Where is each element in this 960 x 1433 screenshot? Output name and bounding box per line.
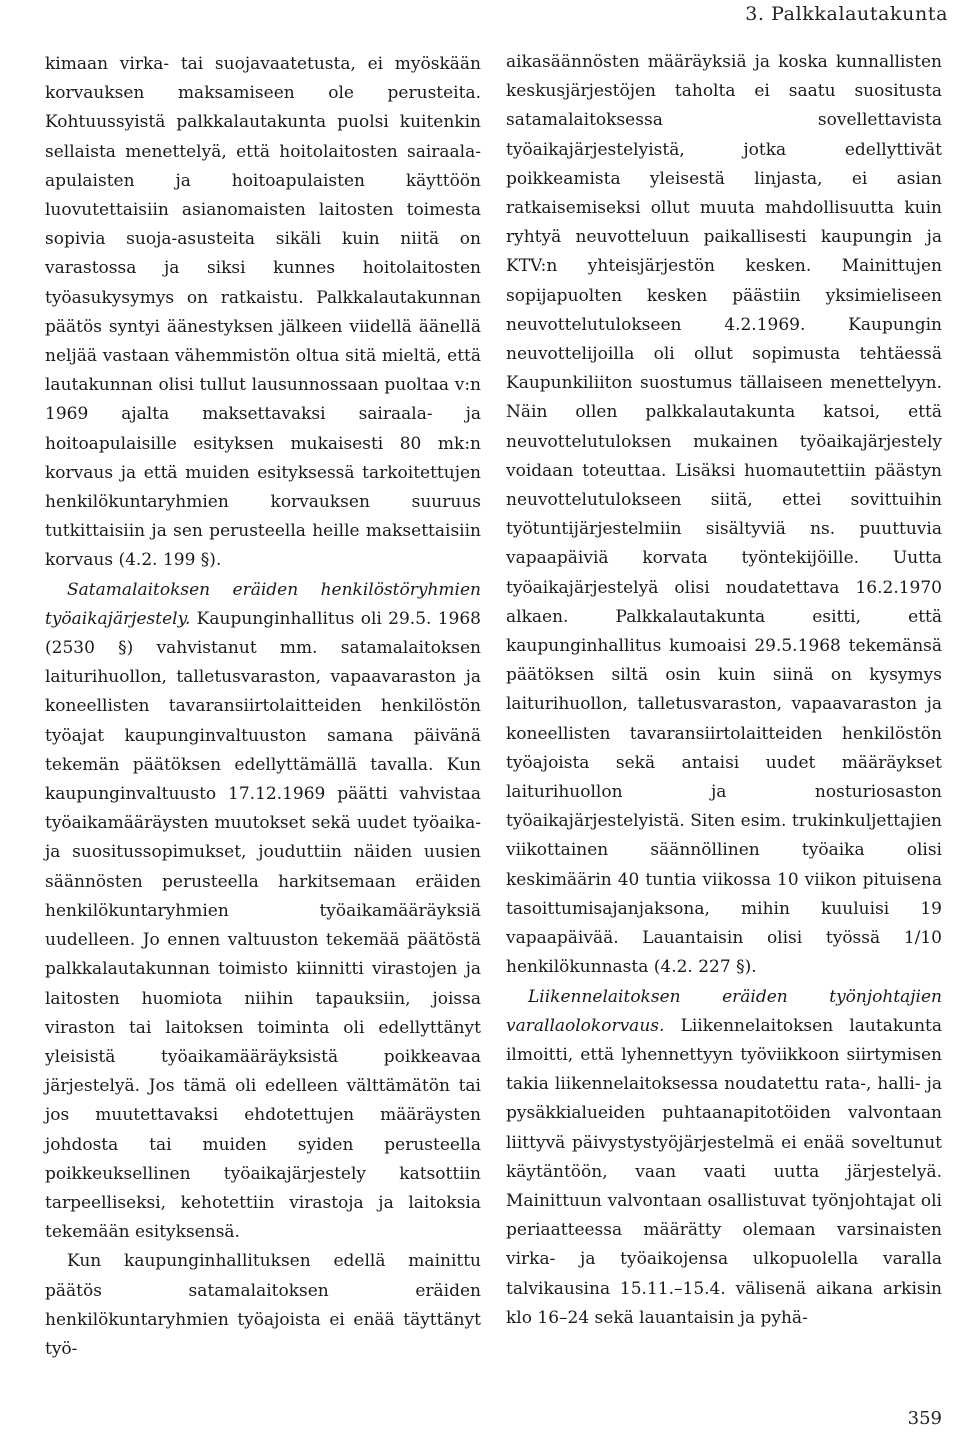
paragraph-text: Kaupunginhallitus oli 29.5. 1968 (2530 §) vahvistanut mm. satamalaitoksen laiturihuollon, talletusvaraston, vapaavaraston ja koneellisten tavaransiirtolaitteiden henkilöstön työajat kaupunginvaltuuston samana päivänä tekemän päätöksen edellyttämällä tavalla. Kun kaupunginvaltuusto 17.12.1969 päätti vahvistaa työaikamääräysten muutokset sekä uudet työaika- ja suositussopimukset, jouduttiin näiden uusien säännösten perusteella harkitsemaan eräiden henkilökuntaryhmien työaikamääräyksiä uudelleen. Jo ennen valtuuston tekemää päätöstä palkkalautakunnan toimisto kiinnitti virastojen ja laitosten huomiota niihin tapauksiin, joissa viraston tai laitoksen toiminta oli edellyttänyt yleisistä työaikamääräyksistä poikkeavaa järjestelyä. Jos tämä oli edelleen välttämätön tai jos muutettavaksi ehdotettujen määräysten johdosta tai muiden syiden perusteella poikkeuksellinen työaikajärjestely katsottiin tarpeelliseksi, kehotettiin virastoja ja laitoksia tekemään esityksensä. (45, 608, 481, 1243)
section-heading: Satamalaitoksen eräiden henkilöstöryhmien työaikajärjestely. (45, 579, 481, 629)
paragraph (45, 576, 481, 1248)
page-number: 359 (907, 1408, 942, 1429)
paragraph: Kun kaupunginhallituksen edellä mainittu päätös satamalaitoksen eräiden henkilökuntaryhmien työajoista ei enää täyttänyt työ- (45, 1251, 481, 1359)
paragraph-text: Liikennelaitoksen lautakunta ilmoitti, että lyhennettyyn työviikkoon siirtymisen takia liikennelaitoksessa noudatettu rata-, halli- ja pysäkkialueiden puhtaanapitotöiden valvontaan liittyvä päivystystyöjärjestelmä ei enää soveltunut käytäntöön, vaan vaati uutta järjestelyä. Mainittuun valvontaan osallistuvat työnjohtajat oli periaatteessa määrätty olemaan varsinaisten virka- ja työaikojensa ulkopuolella varalla talvikausina 15.11.–15.4. välisenä aikana arkisin klo 16–24 sekä lauantaisin ja pyhä- (506, 1015, 942, 1328)
running-header: 3. Palkkalautakunta (745, 3, 948, 25)
paragraph (506, 983, 942, 1333)
right-column (506, 48, 942, 1333)
paragraph: aikasäännösten määräyksiä ja koska kunnallisten keskusjärjestöjen taholta ei saatu suositusta satamalaitoksessa sovellettavista työaikajärjestelyistä, jotka edellyttivät poikkeamista yleisestä linjasta, ei asian ratkaisemiseksi ollut muuta mahdollisuutta kuin ryhtyä neuvotteluun paikallisesti kaupungin ja KTV:n yhteisjärjestön kesken. Mainittujen sopijapuolten kesken päästiin yksimieliseen neuvottelutulokseen 4.2.1969. Kaupungin neuvottelijoilla oli ollut sopimusta tehtäessä Kaupunkiliiton suostumus tällaiseen menettelyyn. Näin ollen palkkalautakunta katsoi, että neuvottelutuloksen mukainen työaikajärjestely voidaan toteuttaa. Lisäksi huomautettiin päästyn neuvottelutulokseen siitä, ettei sovittuihin työtuntijärjestelmiin sisältyviä ns. puuttuvia vapaapäiviä korvata työntekijöille. Uutta työaikajärjestelyä olisi noudatettava 16.2.1970 alkaen. Palkkalautakunta esitti, että kaupunginhallitus kumoaisi 29.5.1968 tekemänsä päätöksen siltä osin kuin siinä on kysymys laiturihuollon, talletusvaraston, vapaavaraston ja koneellisten tavaransiirtolaitteiden henkilöstön työajoista sekä antaisi uudet määräykset laiturihuollon ja nosturiosaston työaikajärjestelyistä. Siten esim. trukinkuljettajien viikottainen säännöllinen työaika olisi keskimäärin 40 tuntia viikossa 10 viikon pituisena tasoittumisajanjaksona, mihin kuuluisi 19 vapaapäivää. Lauantaisin olisi työssä 1/10 henkilökunnasta (4.2. 227 §). (506, 52, 942, 978)
left-column (45, 50, 481, 1364)
paragraph: kimaan virka- tai suojavaatetusta, ei myöskään korvauksen maksamiseen ole perusteita. Kohtuussyistä palkkalautakunta puolsi kuitenkin sellaista menettelyä, että hoitolaitosten sairaala-apulaisten ja hoitoapulaisten käyttöön luovutettaisiin asianomaisten laitosten toimesta sopivia suoja-asusteita sikäli kuin niitä on varastossa ja siksi kunnes hoitolaitosten työasukysymys on ratkaistu. Palkkalautakunnan päätös syntyi äänestyksen jälkeen viidellä äänellä neljää vastaan vähemmistön oltua sitä mieltä, että lautakunnan olisi tullut lausunnossaan puoltaa v:n 1969 ajalta maksettavaksi sairaala- ja hoitoapulaisille esityksen mukaisesti 80 mk:n korvaus ja että muiden esityksessä tarkoitettujen henkilökuntaryhmien korvauksen suuruus tutkittaisiin ja sen perusteella heille maksettaisiin korvaus (4.2. 199 §). (45, 54, 481, 571)
section-heading: Liikennelaitoksen eräiden työnjohtajien varallaolokorvaus. (506, 986, 942, 1036)
